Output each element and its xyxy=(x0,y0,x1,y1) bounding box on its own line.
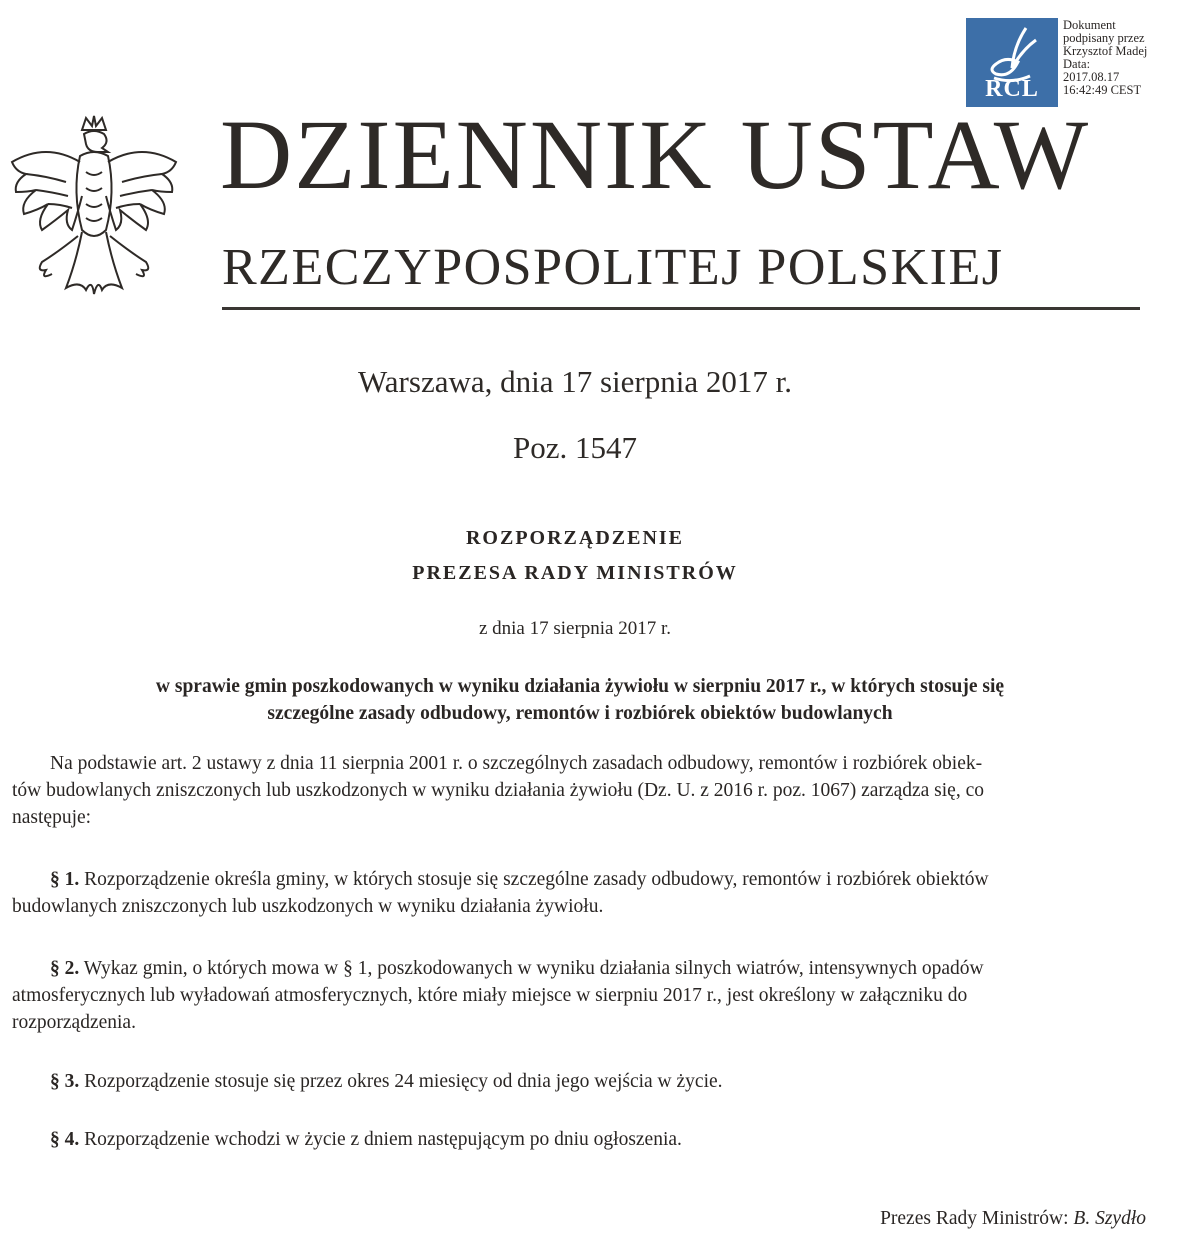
section-mark: § 1. xyxy=(50,869,80,890)
rcl-logo-text: RCL xyxy=(985,76,1039,102)
section-1 xyxy=(12,866,1148,920)
section-text: Rozporządzenie wchodzi w życie z dniem następującym po dniu ogłoszenia. xyxy=(79,1129,682,1150)
digital-signature-info xyxy=(1063,19,1198,97)
section-text: Wykaz gmin, o których mowa w § 1, poszkodowanych w wyniku działania silnych wiatrów, intensywnych opadów xyxy=(79,958,984,979)
masthead-divider xyxy=(222,307,1140,310)
preamble xyxy=(12,750,1148,831)
section-4 xyxy=(12,1126,1148,1153)
position-number: Poz. 1547 xyxy=(513,430,637,465)
signature-line: podpisany przez xyxy=(1063,31,1145,45)
section-3 xyxy=(12,1068,1148,1095)
act-subject xyxy=(40,673,1120,727)
act-subject-line: szczególne zasady odbudowy, remontów i rozbiórek obiektów budowlanych xyxy=(267,703,893,724)
section-text: atmosferycznych lub wyładowań atmosferycznych, które miały miejsce w sierpniu 2017 r., jest określony w załączniku do xyxy=(12,985,968,1006)
act-date: z dnia 17 sierpnia 2017 r. xyxy=(478,618,672,639)
act-authority: PREZESA RADY MINISTRÓW xyxy=(412,562,738,584)
section-text: Rozporządzenie określa gminy, w których stosuje się szczególne zasady odbudowy, remontów i rozbiórek obiektów xyxy=(79,869,989,890)
preamble-line: tów budowlanych zniszczonych lub uszkodzonych w wyniku działania żywiołu (Dz. U. z 2016 r. poz. 1067) zarządza się, co xyxy=(12,780,984,801)
signatory-title: Prezes Rady Ministrów: xyxy=(880,1208,1074,1229)
signatory xyxy=(880,1208,1146,1230)
section-mark: § 2. xyxy=(50,958,80,979)
masthead-title: DZIENNIK USTAW xyxy=(220,99,1091,210)
polish-eagle-emblem xyxy=(6,112,182,308)
section-mark: § 4. xyxy=(50,1129,80,1150)
section-text: rozporządzenia. xyxy=(12,1012,136,1033)
section-text: budowlanych zniszczonych lub uszkodzonych w wyniku działania żywiołu. xyxy=(12,896,604,917)
rcl-logo xyxy=(966,18,1058,107)
signatory-name: B. Szydło xyxy=(1073,1208,1146,1229)
preamble-line: następuje: xyxy=(12,807,92,828)
masthead-subtitle: RZECZYPOSPOLITEJ POLSKIEJ xyxy=(222,239,1004,296)
signature-line: 2017.08.17 xyxy=(1063,70,1120,84)
section-text: Rozporządzenie stosuje się przez okres 24 miesięcy od dnia jego wejścia w życie. xyxy=(79,1071,723,1092)
signature-line: Dokument xyxy=(1063,18,1116,32)
signature-line: Krzysztof Madej xyxy=(1063,44,1148,58)
act-subject-line: w sprawie gmin poszkodowanych w wyniku działania żywiołu w sierpniu 2017 r., w których stosuje się xyxy=(155,676,1005,697)
section-mark: § 3. xyxy=(50,1071,80,1092)
issue-place-date: Warszawa, dnia 17 sierpnia 2017 r. xyxy=(358,364,792,399)
preamble-line: Na podstawie art. 2 ustawy z dnia 11 sierpnia 2001 r. o szczególnych zasadach odbudowy, remontów i rozbiórek obiek- xyxy=(50,753,983,774)
act-type: ROZPORZĄDZENIE xyxy=(465,527,685,549)
signature-line: 16:42:49 CEST xyxy=(1063,83,1142,97)
signature-line: Data: xyxy=(1063,57,1091,71)
section-2 xyxy=(12,955,1148,1036)
